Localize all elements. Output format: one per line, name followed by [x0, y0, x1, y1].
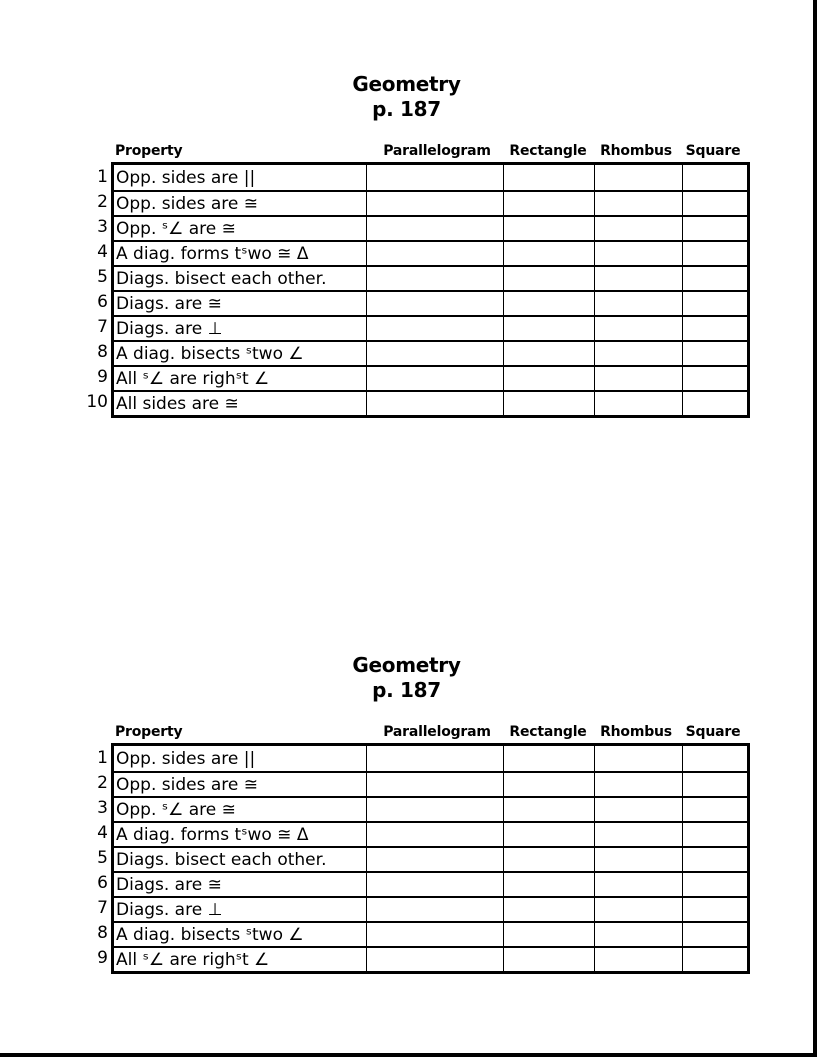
column-header-rhombus: Rhombus [600, 143, 672, 159]
table-row [114, 240, 747, 265]
column-header-row [0, 143, 813, 161]
property-cell: Diags. bisect each other. [116, 268, 327, 289]
answer-cell-rectangle[interactable] [503, 317, 594, 340]
answer-cell-rhombus[interactable] [594, 823, 682, 846]
answer-cell-rectangle[interactable] [503, 898, 594, 921]
property-cell: All ˢ∠ are righˢt ∠ [116, 949, 270, 970]
answer-cell-rhombus[interactable] [594, 242, 682, 265]
answer-cell-rectangle[interactable] [503, 798, 594, 821]
property-cell: Opp. sides are ≅ [116, 774, 259, 795]
answer-cell-parallelogram[interactable] [366, 898, 503, 921]
answer-cell-rectangle[interactable] [503, 746, 594, 771]
property-cell: Diags. are ⊥ [116, 318, 223, 339]
answer-cell-rectangle[interactable] [503, 165, 594, 190]
answer-cell-rectangle[interactable] [503, 948, 594, 971]
answer-cell-square[interactable] [682, 292, 747, 315]
row-number: 2 [97, 192, 108, 212]
property-cell: A diag. forms tˢwo ≅ Δ [116, 824, 309, 845]
column-header-property: Property [115, 724, 183, 740]
row-number: 4 [97, 242, 108, 262]
answer-cell-rectangle[interactable] [503, 873, 594, 896]
table-row [114, 390, 747, 415]
answer-cell-rectangle[interactable] [503, 192, 594, 215]
property-cell: Opp. sides are || [116, 748, 256, 769]
answer-cell-square[interactable] [682, 192, 747, 215]
answer-cell-parallelogram[interactable] [366, 848, 503, 871]
answer-cell-parallelogram[interactable] [366, 317, 503, 340]
answer-cell-square[interactable] [682, 165, 747, 190]
table-row [114, 871, 747, 896]
answer-cell-rhombus[interactable] [594, 292, 682, 315]
answer-cell-parallelogram[interactable] [366, 165, 503, 190]
answer-cell-parallelogram[interactable] [366, 217, 503, 240]
answer-cell-square[interactable] [682, 773, 747, 796]
table-row [114, 190, 747, 215]
answer-cell-rhombus[interactable] [594, 217, 682, 240]
answer-cell-square[interactable] [682, 923, 747, 946]
property-cell: A diag. bisects ˢtwo ∠ [116, 924, 304, 945]
table-row [114, 796, 747, 821]
row-number: 3 [97, 798, 108, 818]
table-row [114, 265, 747, 290]
column-header-row [0, 724, 813, 742]
column-header-rectangle: Rectangle [509, 143, 587, 159]
table-row [114, 215, 747, 240]
answer-cell-rhombus[interactable] [594, 165, 682, 190]
property-cell: Diags. are ≅ [116, 874, 222, 895]
property-cell: Diags. are ⊥ [116, 899, 223, 920]
answer-cell-parallelogram[interactable] [366, 192, 503, 215]
row-number-column [0, 165, 109, 415]
answer-cell-rectangle[interactable] [503, 923, 594, 946]
answer-cell-parallelogram[interactable] [366, 798, 503, 821]
properties-table [111, 743, 750, 974]
table-row [114, 365, 747, 390]
column-header-rhombus: Rhombus [600, 724, 672, 740]
answer-cell-rhombus[interactable] [594, 317, 682, 340]
answer-cell-square[interactable] [682, 367, 747, 390]
row-number: 9 [97, 367, 108, 387]
table-subtitle: p. 187 [372, 97, 441, 121]
answer-cell-rectangle[interactable] [503, 848, 594, 871]
row-number: 8 [97, 342, 108, 362]
row-number: 7 [97, 317, 108, 337]
answer-cell-square[interactable] [682, 823, 747, 846]
answer-cell-parallelogram[interactable] [366, 746, 503, 771]
answer-cell-rectangle[interactable] [503, 392, 594, 415]
answer-cell-square[interactable] [682, 317, 747, 340]
row-number: 4 [97, 823, 108, 843]
answer-cell-square[interactable] [682, 873, 747, 896]
property-cell: All ˢ∠ are righˢt ∠ [116, 368, 270, 389]
answer-cell-parallelogram[interactable] [366, 342, 503, 365]
answer-cell-parallelogram[interactable] [366, 392, 503, 415]
row-number: 9 [97, 948, 108, 968]
answer-cell-square[interactable] [682, 848, 747, 871]
row-number-column [0, 746, 109, 971]
table-row [114, 896, 747, 921]
property-cell: Diags. are ≅ [116, 293, 222, 314]
row-number: 10 [86, 392, 108, 412]
properties-table [111, 162, 750, 418]
table-title: Geometry [352, 72, 461, 96]
answer-cell-rhombus[interactable] [594, 923, 682, 946]
table-row [114, 165, 747, 190]
column-header-parallelogram: Parallelogram [383, 724, 491, 740]
table-row [114, 946, 747, 971]
answer-cell-rectangle[interactable] [503, 267, 594, 290]
row-number: 2 [97, 773, 108, 793]
answer-cell-parallelogram[interactable] [366, 267, 503, 290]
property-cell: Opp. sides are || [116, 167, 256, 188]
answer-cell-square[interactable] [682, 267, 747, 290]
answer-cell-rhombus[interactable] [594, 392, 682, 415]
answer-cell-parallelogram[interactable] [366, 292, 503, 315]
answer-cell-rectangle[interactable] [503, 217, 594, 240]
property-cell: A diag. bisects ˢtwo ∠ [116, 343, 304, 364]
property-cell: Opp. ˢ∠ are ≅ [116, 218, 236, 239]
row-number: 6 [97, 873, 108, 893]
row-number: 1 [97, 167, 108, 187]
answer-cell-rhombus[interactable] [594, 342, 682, 365]
answer-cell-parallelogram[interactable] [366, 923, 503, 946]
table-title: Geometry [352, 653, 461, 677]
answer-cell-parallelogram[interactable] [366, 242, 503, 265]
column-header-rectangle: Rectangle [509, 724, 587, 740]
answer-cell-parallelogram[interactable] [366, 367, 503, 390]
answer-cell-rectangle[interactable] [503, 242, 594, 265]
property-cell: All sides are ≅ [116, 393, 239, 414]
table-subtitle: p. 187 [372, 678, 441, 702]
answer-cell-rhombus[interactable] [594, 948, 682, 971]
answer-cell-square[interactable] [682, 217, 747, 240]
answer-cell-rhombus[interactable] [594, 267, 682, 290]
answer-cell-rhombus[interactable] [594, 898, 682, 921]
answer-cell-square[interactable] [682, 342, 747, 365]
answer-cell-rhombus[interactable] [594, 773, 682, 796]
answer-cell-rhombus[interactable] [594, 873, 682, 896]
answer-cell-square[interactable] [682, 746, 747, 771]
answer-cell-square[interactable] [682, 898, 747, 921]
property-cell: A diag. forms tˢwo ≅ Δ [116, 243, 309, 264]
property-cell: Opp. sides are ≅ [116, 193, 259, 214]
answer-cell-parallelogram[interactable] [366, 823, 503, 846]
answer-cell-rhombus[interactable] [594, 798, 682, 821]
answer-cell-rhombus[interactable] [594, 848, 682, 871]
row-number: 7 [97, 898, 108, 918]
column-header-square: Square [685, 724, 741, 740]
answer-cell-square[interactable] [682, 242, 747, 265]
table-row [114, 771, 747, 796]
answer-cell-rhombus[interactable] [594, 192, 682, 215]
answer-cell-rectangle[interactable] [503, 773, 594, 796]
answer-cell-parallelogram[interactable] [366, 873, 503, 896]
table-row [114, 821, 747, 846]
answer-cell-rectangle[interactable] [503, 292, 594, 315]
table-row [114, 315, 747, 340]
answer-cell-rhombus[interactable] [594, 367, 682, 390]
answer-cell-square[interactable] [682, 798, 747, 821]
row-number: 8 [97, 923, 108, 943]
answer-cell-square[interactable] [682, 392, 747, 415]
property-cell: Diags. bisect each other. [116, 849, 327, 870]
column-header-parallelogram: Parallelogram [383, 143, 491, 159]
table-row [114, 290, 747, 315]
answer-cell-rhombus[interactable] [594, 746, 682, 771]
column-header-square: Square [685, 143, 741, 159]
column-header-property: Property [115, 143, 183, 159]
table-row [114, 340, 747, 365]
answer-cell-parallelogram[interactable] [366, 773, 503, 796]
answer-cell-rectangle[interactable] [503, 342, 594, 365]
answer-cell-square[interactable] [682, 948, 747, 971]
table-row [114, 746, 747, 771]
row-number: 5 [97, 848, 108, 868]
table-row [114, 921, 747, 946]
answer-cell-rectangle[interactable] [503, 367, 594, 390]
answer-cell-rectangle[interactable] [503, 823, 594, 846]
row-number: 6 [97, 292, 108, 312]
table-row [114, 846, 747, 871]
property-cell: Opp. ˢ∠ are ≅ [116, 799, 236, 820]
row-number: 1 [97, 748, 108, 768]
row-number: 5 [97, 267, 108, 287]
row-number: 3 [97, 217, 108, 237]
answer-cell-parallelogram[interactable] [366, 948, 503, 971]
